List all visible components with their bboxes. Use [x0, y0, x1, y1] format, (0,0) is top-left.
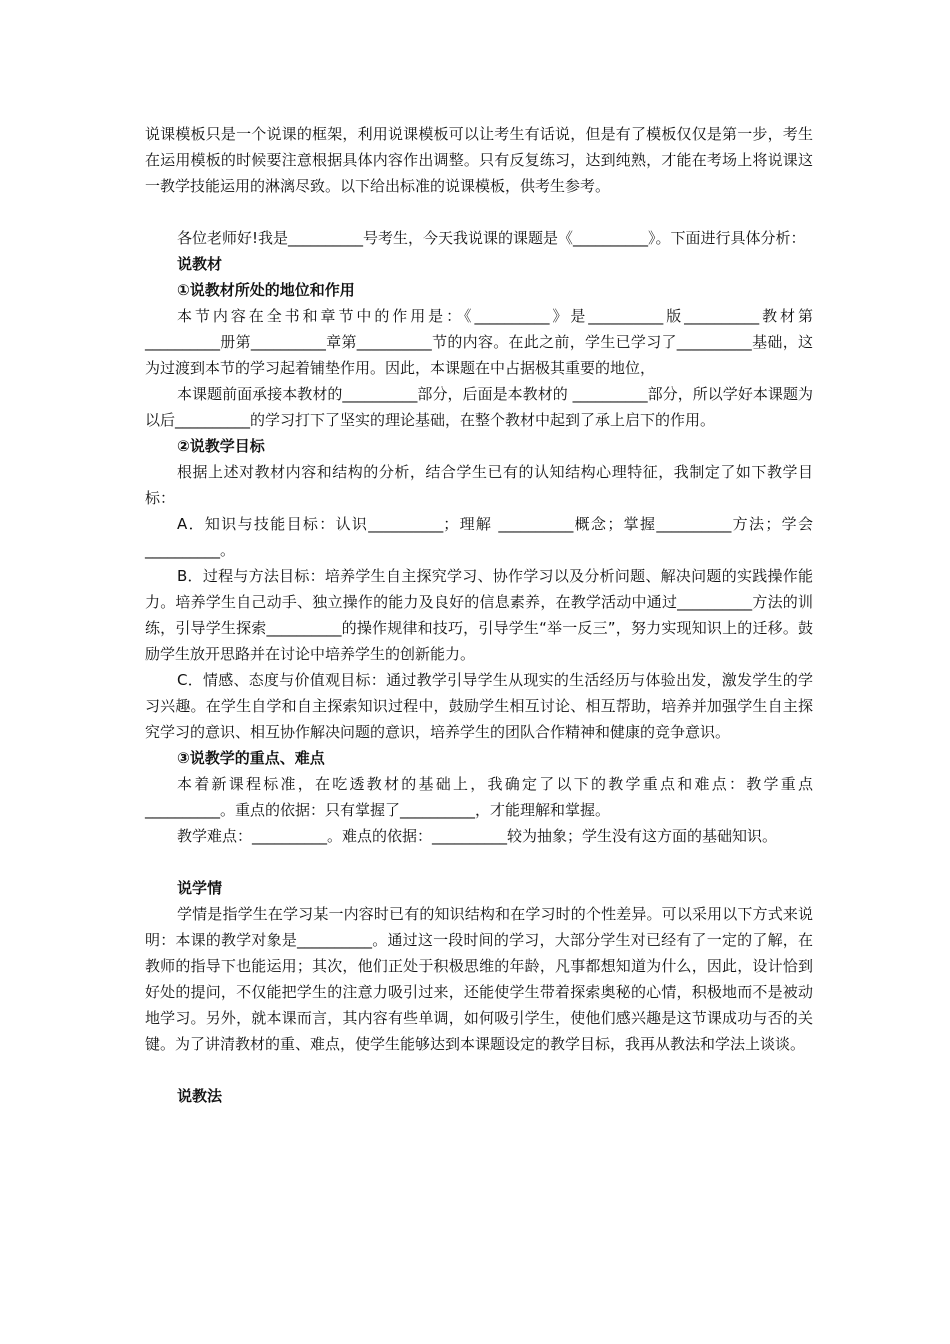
document-body [145, 121, 813, 1109]
greeting-paragraph: 各位老师好!我是__________号考生，今天我说课的课题是《__________》。下面进行具体分析： [177, 229, 806, 247]
paragraph-goal-b: B．过程与方法目标：培养学生自主探究学习、协作学习以及分析问题、解决问题的实践操作能力。培养学生自己动手、独立操作的能力及良好的信息素养，在教学活动中通过__________方法的训练，引导学生探索__________的操作规律和技巧，引导学生“举一反三”，努力实现知识上的迁移。鼓励学生放开思路并在讨论中培养学生的创新能力。 [145, 567, 813, 663]
paragraph-goal-c: C．情感、态度与价值观目标：通过教学引导学生从现实的生活经历与体验出发，激发学生的学习兴趣。在学生自学和自主探索知识过程中，鼓励学生相互讨论、相互帮助，培养并加强学生自主探究学习的意识、相互协作解决问题的意识，培养学生的团队合作精神和健康的竞争意识。 [145, 671, 813, 741]
paragraph-goal-a: A．知识与技能目标：认识__________；理解 __________概念；掌握__________方法；学会__________。 [145, 515, 813, 559]
spacer [145, 849, 813, 875]
intro-paragraph: 说课模板只是一个说课的框架，利用说课模板可以让考生有话说，但是有了模板仅仅是第一步，考生在运用模板的时候要注意根据具体内容作出调整。只有反复练习，达到纯熟，才能在考场上将说课这一教学技能运用的淋漓尽致。以下给出标准的说课模板，供考生参考。 [145, 125, 813, 195]
paragraph-goals-intro: 根据上述对教材内容和结构的分析，结合学生已有的认知结构心理特征，我制定了如下教学目标： [145, 463, 813, 507]
paragraph-difficult-points: 教学难点：__________。难点的依据：__________较为抽象；学生没有这方面的基础知识。 [177, 827, 778, 845]
paragraph-key-points: 本着新课程标准，在吃透教材的基础上，我确定了以下的教学重点和难点：教学重点__________。重点的依据：只有掌握了__________，才能理解和掌握。 [145, 775, 813, 819]
paragraph-position: 本节内容在全书和章节中的作用是：《__________》是__________版__________教材第__________册第__________章第__________节的内容。在此之前，学生已学习了__________基础，这为过渡到本节的学习起着铺垫作用。因此，本课题在中占据极其重要的地位， [145, 307, 813, 377]
spacer [145, 199, 813, 225]
section-heading-textbook: 说教材 [177, 255, 223, 273]
paragraph-students: 学情是指学生在学习某一内容时已有的知识结构和在学习时的个性差异。可以采用以下方式来说明：本课的教学对象是__________。通过这一段时间的学习，大部分学生对已经有了一定的了解，在教师的指导下也能运用；其次，他们正处于积极思维的年龄，凡事都想知道为什么，因此，设计恰到好处的提问，不仅能把学生的注意力吸引过来，还能使学生带着探索奥秘的心情，积极地而不是被动地学习。另外，就本课而言，其内容有些单调，如何吸引学生，使他们感兴趣是这节课成功与否的关键。为了讲清教材的重、难点，使学生能够达到本课题设定的教学目标，我再从教法和学法上谈谈。 [145, 905, 813, 1053]
subheading-position-role: ①说教材所处的地位和作用 [177, 281, 355, 299]
paragraph-connection: 本课题前面承接本教材的__________部分，后面是本教材的 __________部分，所以学好本课题为以后__________的学习打下了坚实的理论基础，在整个教材中起到了承上启下的作用。 [145, 385, 813, 429]
subheading-key-difficult: ③说教学的重点、难点 [177, 749, 325, 767]
spacer [145, 1057, 813, 1083]
subheading-teaching-goals: ②说教学目标 [177, 437, 265, 455]
section-heading-students: 说学情 [177, 879, 223, 897]
section-heading-methods: 说教法 [177, 1087, 223, 1105]
